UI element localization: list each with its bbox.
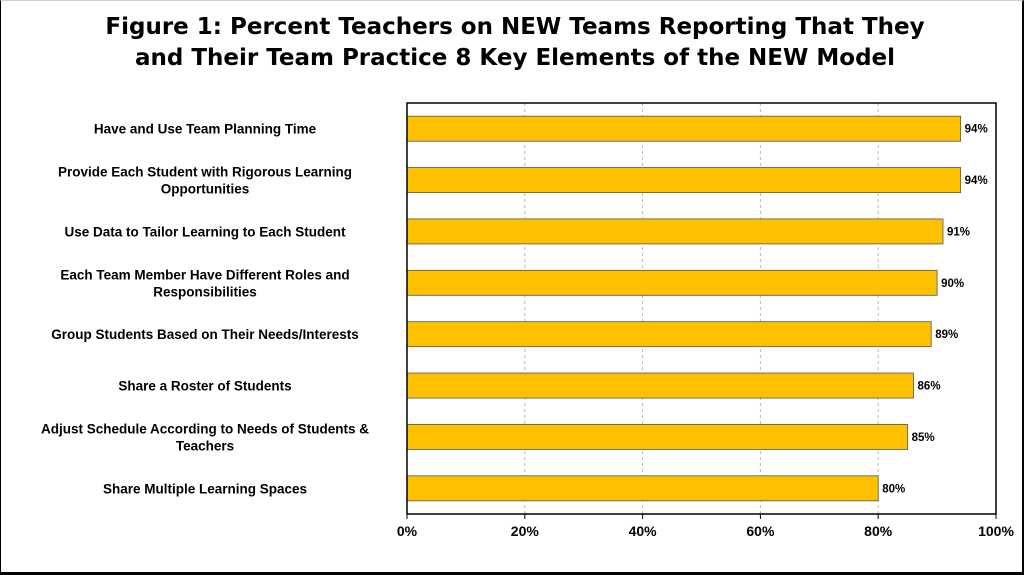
category-label: Responsibilities <box>153 284 257 300</box>
plot-area <box>407 103 996 514</box>
x-tick-label: 100% <box>978 523 1014 539</box>
bar <box>407 373 914 398</box>
data-label: 90% <box>941 277 965 290</box>
category-label: Teachers <box>175 438 235 454</box>
x-tick-label: 20% <box>510 523 539 539</box>
category-label: Group Students Based on Their Needs/Interests <box>51 327 359 343</box>
bar <box>407 219 943 244</box>
bar <box>407 116 961 141</box>
bar <box>407 168 961 193</box>
data-label: 89% <box>935 329 959 342</box>
x-tick-label: 0% <box>396 523 418 539</box>
data-label: 86% <box>917 380 941 393</box>
data-label: 85% <box>911 431 935 444</box>
bar <box>407 424 908 449</box>
chart-title-line-1: Figure 1: Percent Teachers on NEW Teams Reporting That They <box>105 14 925 40</box>
chart-title-line-2: and Their Team Practice 8 Key Elements of the NEW Model <box>134 45 896 71</box>
x-tick-label: 60% <box>746 523 775 539</box>
bar <box>407 322 931 347</box>
bar <box>407 476 878 501</box>
bar <box>407 270 937 295</box>
data-label: 80% <box>882 483 906 496</box>
data-label: 94% <box>964 123 988 136</box>
category-label: Provide Each Student with Rigorous Learning <box>57 164 353 180</box>
x-tick-label: 40% <box>628 523 657 539</box>
category-label: Adjust Schedule According to Needs of Students & <box>40 421 370 437</box>
data-label: 94% <box>964 175 988 188</box>
category-label: Each Team Member Have Different Roles and <box>60 267 350 283</box>
category-label: Have and Use Team Planning Time <box>93 121 317 137</box>
data-label: 91% <box>946 226 971 239</box>
category-label: Share a Roster of Students <box>118 378 292 394</box>
x-tick-label: 80% <box>864 523 893 539</box>
category-label: Share Multiple Learning Spaces <box>102 481 308 497</box>
category-label: Use Data to Tailor Learning to Each Student <box>64 224 346 240</box>
category-label: Opportunities <box>160 181 250 197</box>
